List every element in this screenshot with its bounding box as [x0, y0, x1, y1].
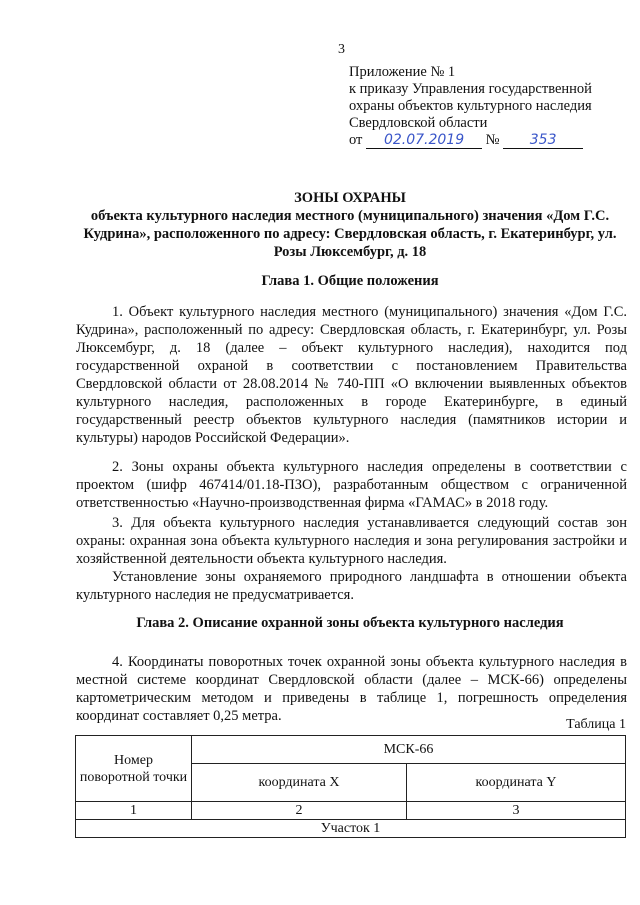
- appendix-line-1: Приложение № 1: [349, 64, 456, 80]
- table-caption: Таблица 1: [566, 717, 626, 732]
- appendix-line-3: охраны объектов культурного наследия: [349, 98, 592, 114]
- paragraph-2: 2. Зоны охраны объекта культурного наследия определены в соответствии с проектом (шифр 467414/01.18-ПЗО), разработанным обществом с ограниченной ответственностью «Научно-производственная фирма «ГАМАС» в 2018 году.: [76, 459, 627, 511]
- title-line-1: ЗОНЫ ОХРАНЫ: [294, 190, 406, 206]
- number-label: №: [485, 132, 500, 148]
- chapter-2-heading: Глава 2. Описание охранной зоны объекта культурного наследия: [136, 615, 564, 631]
- paragraph-3-note: Установление зоны охраняемого природного ландшафта в отношении объекта культурного наследия не предусматривается.: [76, 569, 627, 603]
- coordinates-table: [75, 735, 626, 838]
- date-value: 02.07.2019: [366, 133, 482, 149]
- column-number-2: 2: [192, 802, 407, 820]
- section-label: Участок 1: [76, 820, 626, 838]
- number-value: 353: [503, 133, 583, 149]
- header-coordinate-system: МСК-66: [192, 736, 626, 764]
- column-number-1: 1: [76, 802, 192, 820]
- header-coordinate-x: координата X: [192, 764, 407, 802]
- paragraph-1: 1. Объект культурного наследия местного (муниципального) значения «Дом Г.С. Кудрина», расположенный по адресу: Свердловская область, г. Екатеринбург, ул. Розы Люксембург, д. 18 (далее – объект культурного наследия), находится под государственной охраной в соответствии с постановлением Правительства Свердловской области от 28.08.2014 № 740-ПП «О включении выявленных объектов культурного наследия, расположенных в городе Екатеринбурге, в единый государственный реестр объектов культурного наследия (памятников истории и культуры) народов Российской Федерации».: [76, 304, 627, 446]
- header-point-number: Номер поворотной точки: [76, 736, 192, 802]
- appendix-date-line: [349, 132, 634, 149]
- paragraph-3: 3. Для объекта культурного наследия устанавливается следующий состав зон охраны: охранная зона объекта культурного наследия и зона регулирования застройки и хозяйственной деятельности объекта культурного наследия.: [76, 515, 627, 567]
- appendix-line-4: Свердловской области: [349, 115, 488, 131]
- header-coordinate-y: координата Y: [407, 764, 626, 802]
- title-line-2: объекта культурного наследия местного (муниципального) значения «Дом Г.С. Кудрина», расположенного по адресу: Свердловская область, г. Екатеринбург, ул. Розы Люксембург, д. 18: [83, 208, 617, 260]
- column-number-3: 3: [407, 802, 626, 820]
- chapter-1-heading: Глава 1. Общие положения: [261, 273, 439, 289]
- document-title: [70, 189, 630, 261]
- from-label: от: [349, 132, 363, 148]
- appendix-line-2: к приказу Управления государственной: [349, 81, 592, 97]
- page-number: 3: [338, 42, 345, 57]
- appendix-block: [349, 64, 634, 149]
- paragraph-4: 4. Координаты поворотных точек охранной зоны объекта культурного наследия в местной системе координат Свердловской области (далее – МСК-66) определены картометрическим методом и приведены в таблице 1, погрешность определения координат составляет 0,25 метра.: [76, 654, 627, 724]
